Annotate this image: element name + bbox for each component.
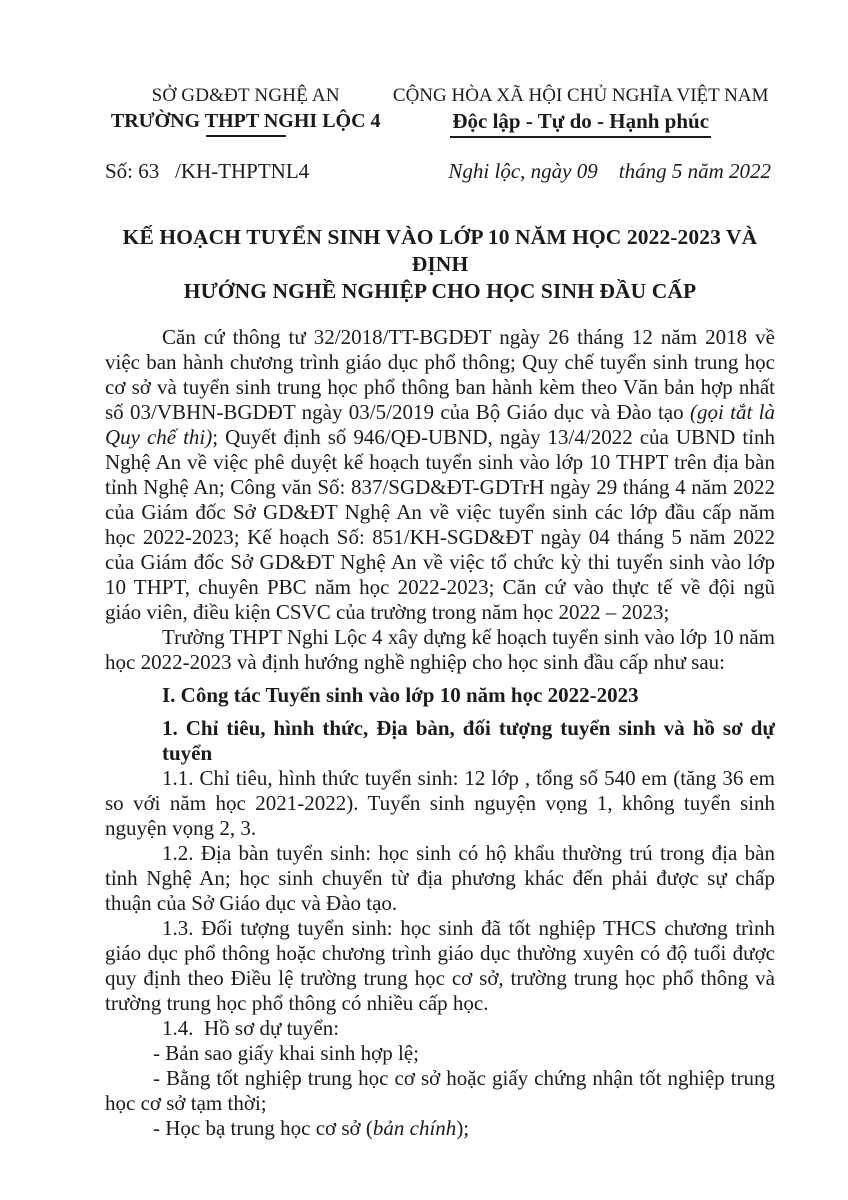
legal-basis-text-2: ; Quyết định số 946/QĐ-UBND, ngày 13/4/2022 của UBND tỉnh Nghệ An về việc phê duyệt kế hoạch tuyển sinh vào lớp 10 THPT trên địa bàn tỉnh Nghệ An; Công văn Số: 837/SGD&ĐT-GDTrH ngày 29 tháng 4 năm 2022 của Giám đốc Sở GD&ĐT Nghệ An về việc tuyển sinh các lớp đầu cấp năm học 2022-2023; Kế hoạch Số: 851/KH-SGD&ĐT ngày 04 tháng 5 năm 2022 của Giám đốc Sở GD&ĐT Nghệ An về việc tổ chức kỳ thi tuyển sinh vào lớp 10 THPT, chuyên PBC năm học 2022-2023; Căn cứ vào thực tế về đội ngũ giáo viên, điều kiện CSVC của trường trong năm học 2022 – 2023; [105,425,775,624]
school-name-rule [206,135,286,137]
transcript-text-1: - Học bạ trung học cơ sở ( [153,1116,373,1140]
paragraph-legal-basis [105,325,775,625]
document-title [105,224,775,305]
legal-basis-text-1: Căn cứ thông tư 32/2018/TT-BGDĐT ngày 26 tháng 12 năm 2018 về việc ban hành chương trình giáo dục phổ thông; Quy chế tuyển sinh trung học cơ sở và tuyển sinh trung học phổ thông ban hành kèm theo Văn bản hợp nhất số 03/VBHN-BGDĐT ngày 03/5/2019 của Bộ Giáo dục và Đào tạo [105,325,775,424]
transcript-text-2: ); [456,1116,470,1140]
document-date: Nghi lộc, ngày 09 tháng 5 năm 2022 [448,159,771,183]
reference-row [105,158,775,184]
department-name: SỞ GD&ĐT NGHỆ AN [151,85,340,106]
document-header [105,84,775,138]
document-number: Số: 63 /KH-THPTNL4 [105,159,310,183]
heading-subsection-1: 1. Chỉ tiêu, hình thức, Địa bàn, đối tượng tuyển sinh và hồ sơ dự tuyển [162,716,775,765]
national-motto: Độc lập - Tự do - Hạnh phúc [450,108,711,138]
dossier-item-birth-certificate: - Bản sao giấy khai sinh hợp lệ; [153,1041,419,1065]
paragraph-1-1: 1.1. Chỉ tiêu, hình thức tuyển sinh: 12 lớp , tổng số 540 em (tăng 36 em so với năm học 2021-2022). Tuyển sinh nguyện vọng 1, không tuyển sinh nguyện vọng 2, 3. [105,766,775,840]
paragraph-intro: Trường THPT Nghi Lộc 4 xây dựng kế hoạch tuyển sinh vào lớp 10 năm học 2022-2023 và định hướng nghề nghiệp cho học sinh đầu cấp như sau: [105,625,775,674]
paragraph-1-3: 1.3. Đối tượng tuyển sinh: học sinh đã tốt nghiệp THCS chương trình giáo dục phổ thông hoặc chương trình giáo dục thường xuyên có độ tuổi được quy định theo Điều lệ trường trung học cơ sở, trường trung học phổ thông và trường trung học phổ thông có nhiều cấp học. [105,916,775,1015]
dossier-item-transcript [105,1116,775,1141]
legal-basis-italic: (gọi tắt là Quy chế thi) [105,400,775,449]
issuing-org-block [105,84,386,137]
heading-section-I: I. Công tác Tuyển sinh vào lớp 10 năm học 2022-2023 [162,683,639,707]
school-name: TRƯỜNG THPT NGHI LỘC 4 [110,110,381,132]
document-title-line2: HƯỚNG NGHỀ NGHIỆP CHO HỌC SINH ĐẦU CẤP [183,279,697,303]
paragraph-1-2: 1.2. Địa bàn tuyển sinh: học sinh có hộ khẩu thường trú trong địa bàn tỉnh Nghệ An; học sinh chuyển từ địa phương khác đến phải được sự chấp thuận của Sở Giáo dục và Đào tạo. [105,841,775,915]
document-body [105,325,775,1141]
transcript-italic: bản chính [372,1116,457,1140]
dossier-item-diploma: - Bằng tốt nghiệp trung học cơ sở hoặc giấy chứng nhận tốt nghiệp trung học cơ sở tạm thời; [105,1066,775,1115]
national-motto-block [386,84,775,138]
document-title-line1: KẾ HOẠCH TUYỂN SINH VÀO LỚP 10 NĂM HỌC 2022-2023 VÀ ĐỊNH [122,225,758,276]
national-title: CỘNG HÒA XÃ HỘI CHỦ NGHĨA VIỆT NAM [392,85,769,106]
paragraph-1-4: 1.4. Hồ sơ dự tuyển: [162,1016,340,1040]
